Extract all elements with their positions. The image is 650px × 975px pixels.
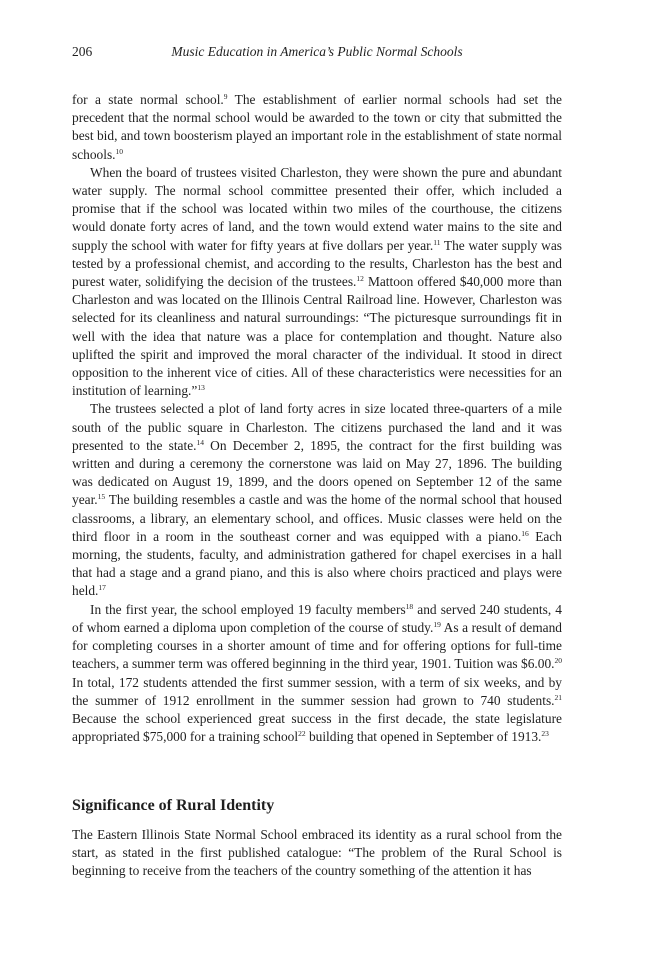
footnote-marker: 11 <box>433 237 441 247</box>
footnote-marker: 10 <box>115 146 124 156</box>
footnote-marker: 12 <box>356 274 364 284</box>
paragraph-text: When the board of trustees visited Charleston, they were shown the pure and abundant water supply. The normal school committee presented their offer, which included a promise that if the school was located within two miles of the courthouse, the citizens would donate forty acres of land, and the town would extend water mains to the site and supply the school with water for fifty years at five dollars per year. <box>72 164 562 253</box>
page-header <box>72 44 562 66</box>
paragraph-text: Mattoon offered $40,000 more than Charleston and was located on the Illinois Central Railroad line. However, Charleston was selected for its cleanliness and natural surroundings: “The picturesque surroundings fit in well with the idea that nature was a place for contemplation and thought. Nature also uplifted the spirit and improved the moral character of the individual. It stood in direct opposition to the inherent vice of cities. All of these characteristics were necessities for an institution of learning.” <box>72 274 563 399</box>
paragraph-text: As a result of demand for completing courses in a shorter amount of time and for offering options for full-time teachers, a summer term was offered beginning in the third year, 1901. Tuition was $6.00. <box>72 619 562 672</box>
footnote-marker: 21 <box>554 692 562 702</box>
paragraph-text: The Eastern Illinois State Normal School embraced its identity as a rural school from the start, as stated in the first published catalogue: “The problem of the Rural School is beginning to receive from the teachers of the country something of the attention it has <box>72 827 562 879</box>
footnote-marker: 17 <box>98 583 106 593</box>
paragraph-text: The water supply was tested by a professional chemist, and according to the results, Charleston has the best and purest water, solidifying the decision of the trustees. <box>72 237 563 290</box>
paragraph <box>72 164 562 401</box>
footnote-marker: 20 <box>554 656 562 666</box>
section-heading: Significance of Rural Identity <box>72 797 275 814</box>
body-text <box>72 91 562 746</box>
paragraph <box>72 400 562 600</box>
paragraph-text: The establishment of earlier normal schools had set the precedent that the normal school would be awarded to the town or city that submitted the best bid, and town boosterism played an important role in the establishment of state normal schools. <box>72 92 562 162</box>
footnote-marker: 9 <box>223 92 228 101</box>
footnote-marker: 18 <box>405 601 414 611</box>
paragraph-text: and served 240 students, 4 of whom earned a diploma upon completion of the course of study. <box>72 601 563 635</box>
footnote-marker: 19 <box>433 619 441 629</box>
paragraph-text: Because the school experienced great success in the first decade, the state legislature appropriated $75,000 for a training school <box>72 710 562 745</box>
paragraph-text: In the first year, the school employed 19 faculty members <box>90 601 406 617</box>
paragraph-text: In total, 172 students attended the first summer session, with a term of six weeks, and by the summer of 1912 enrollment in the summer session had grown to 740 students. <box>72 674 562 708</box>
footnote-marker: 22 <box>298 729 306 739</box>
paragraph <box>72 601 562 747</box>
footnote-marker: 16 <box>521 528 529 538</box>
paragraph-text: The trustees selected a plot of land forty acres in size located three-quarters of a mile south of the public square in Charleston. The citizens purchased the land and it was presented to the state. <box>72 401 562 453</box>
footnote-marker: 14 <box>196 437 204 447</box>
page-number: 206 <box>72 44 93 59</box>
paragraph-text: for a state normal school. <box>72 92 224 107</box>
paragraph <box>72 91 562 164</box>
running-title: Music Education in America’s Public Normal Schools <box>171 44 463 59</box>
paragraph-text: building that opened in September of 1913. <box>305 729 542 745</box>
paragraph-text: Each morning, the students, faculty, and administration gathered for chapel exercises in a hall that had a stage and a grand piano, and this is also where choirs practiced and plays were held. <box>72 528 563 599</box>
paragraph-text: The building resembles a castle and was the home of the normal school that housed classrooms, a library, an elementary school, and offices. Music classes were held on the third floor in a room in the southeast corner and was equipped with a piano. <box>72 492 562 544</box>
footnote-marker: 23 <box>541 729 549 739</box>
paragraph <box>72 826 562 881</box>
footnote-marker: 15 <box>97 492 106 502</box>
paragraph-text: On December 2, 1895, the contract for the first building was written and during a ceremony the cornerstone was laid on May 27, 1896. The building was dedicated on August 19, 1899, and the doors opened on September 12 of the same year. <box>72 437 562 508</box>
section-body-text <box>72 826 562 881</box>
footnote-marker: 13 <box>197 383 205 393</box>
